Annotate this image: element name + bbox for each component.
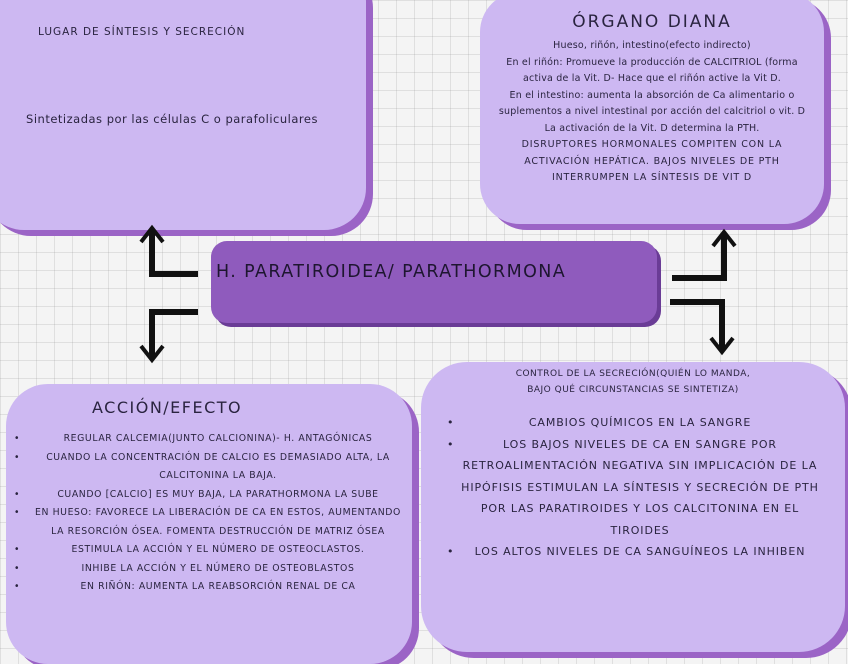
list-item: • ESTIMULA LA ACCIÓN Y EL NÚMERO DE OSTEOCLASTOS. — [14, 541, 414, 560]
arrow-up-left-icon — [136, 222, 206, 282]
target-organ-line: Hueso, riñón, intestino(efecto indirecto) — [553, 40, 751, 51]
secretion-control-card — [421, 362, 845, 652]
list-item: • CUANDO [CALCIO] ES MUY BAJA, LA PARATHORMONA LA SUBE — [14, 486, 414, 505]
action-list — [6, 430, 414, 597]
list-item: • INHIBE LA ACCIÓN Y EL NÚMERO DE OSTEOBLASTOS — [14, 560, 414, 579]
synthesis-title: LUGAR DE SÍNTESIS Y SECRECIÓN — [38, 26, 246, 38]
list-item: • LOS ALTOS NIVELES DE CA SANGUÍNEOS LA INHIBEN — [421, 541, 841, 563]
secretion-control-list — [421, 412, 841, 563]
target-organ-line: En el riñón: Promueve la producción de CALCITRIOL (forma activa de la Vit. D- Hace que el riñón active la Vit D. — [506, 56, 798, 84]
target-organ-title: ÓRGANO DIANA — [572, 12, 732, 32]
synthesis-card — [0, 0, 366, 230]
target-organ-body — [494, 38, 810, 187]
target-organ-line: DISRUPTORES HORMONALES COMPITEN CON LA ACTIVACIÓN HEPÁTICA. BAJOS NIVELES DE PTH INTERRUMPEN LA SÍNTESIS DE VIT D — [521, 139, 783, 183]
list-item: • REGULAR CALCEMIA(JUNTO CALCIONINA)- H. ANTAGÓNICAS — [14, 430, 414, 449]
list-item: • LOS BAJOS NIVELES DE CA EN SANGRE POR RETROALIMENTACIÓN NEGATIVA SIN IMPLICACIÓN DE LA HIPÓFISIS ESTIMULAN LA SÍNTESIS Y SECRECIÓN DE PTH POR LAS PARATIROIDES Y LOS CALCITONINA EN EL TIROIDES — [421, 434, 841, 542]
arrow-up-right-icon — [668, 226, 748, 286]
center-title: H. PARATIROIDEA/ PARATHORMONA — [216, 262, 567, 282]
action-card — [6, 384, 412, 664]
list-item: • CUANDO LA CONCENTRACIÓN DE CALCIO ES DEMASIADO ALTA, LA CALCITONINA LA BAJA. — [14, 449, 414, 486]
center-box — [211, 241, 657, 323]
list-item: • CAMBIOS QUÍMICOS EN LA SANGRE — [421, 412, 841, 434]
arrow-down-left-icon — [136, 306, 206, 366]
arrow-down-right-icon — [666, 296, 746, 360]
secretion-control-header-line: BAJO QUÉ CIRCUNSTANCIAS SE SINTETIZA) — [527, 385, 739, 395]
list-item: • EN HUESO: FAVORECE LA LIBERACIÓN DE CA EN ESTOS, AUMENTANDO LA RESORCIÓN ÓSEA. FOMENTA DESTRUCCIÓN DE MATRIZ ÓSEA — [14, 504, 414, 541]
synthesis-body: Sintetizadas por las células C o parafoliculares — [26, 112, 318, 126]
target-organ-line: La activación de la Vit. D determina la PTH. — [544, 122, 760, 134]
target-organ-line: En el intestino: aumenta la absorción de Ca alimentario o suplementos a nivel intestinal por acción del calcitriol o vit. D — [498, 89, 806, 117]
secretion-control-header — [421, 366, 845, 398]
secretion-control-header-line: CONTROL DE LA SECRECIÓN(QUIÉN LO MANDA, — [515, 369, 751, 379]
action-title: ACCIÓN/EFECTO — [92, 398, 243, 417]
list-item: • EN RIÑÓN: AUMENTA LA REABSORCIÓN RENAL DE CA — [14, 578, 414, 597]
target-organ-card — [480, 0, 824, 224]
